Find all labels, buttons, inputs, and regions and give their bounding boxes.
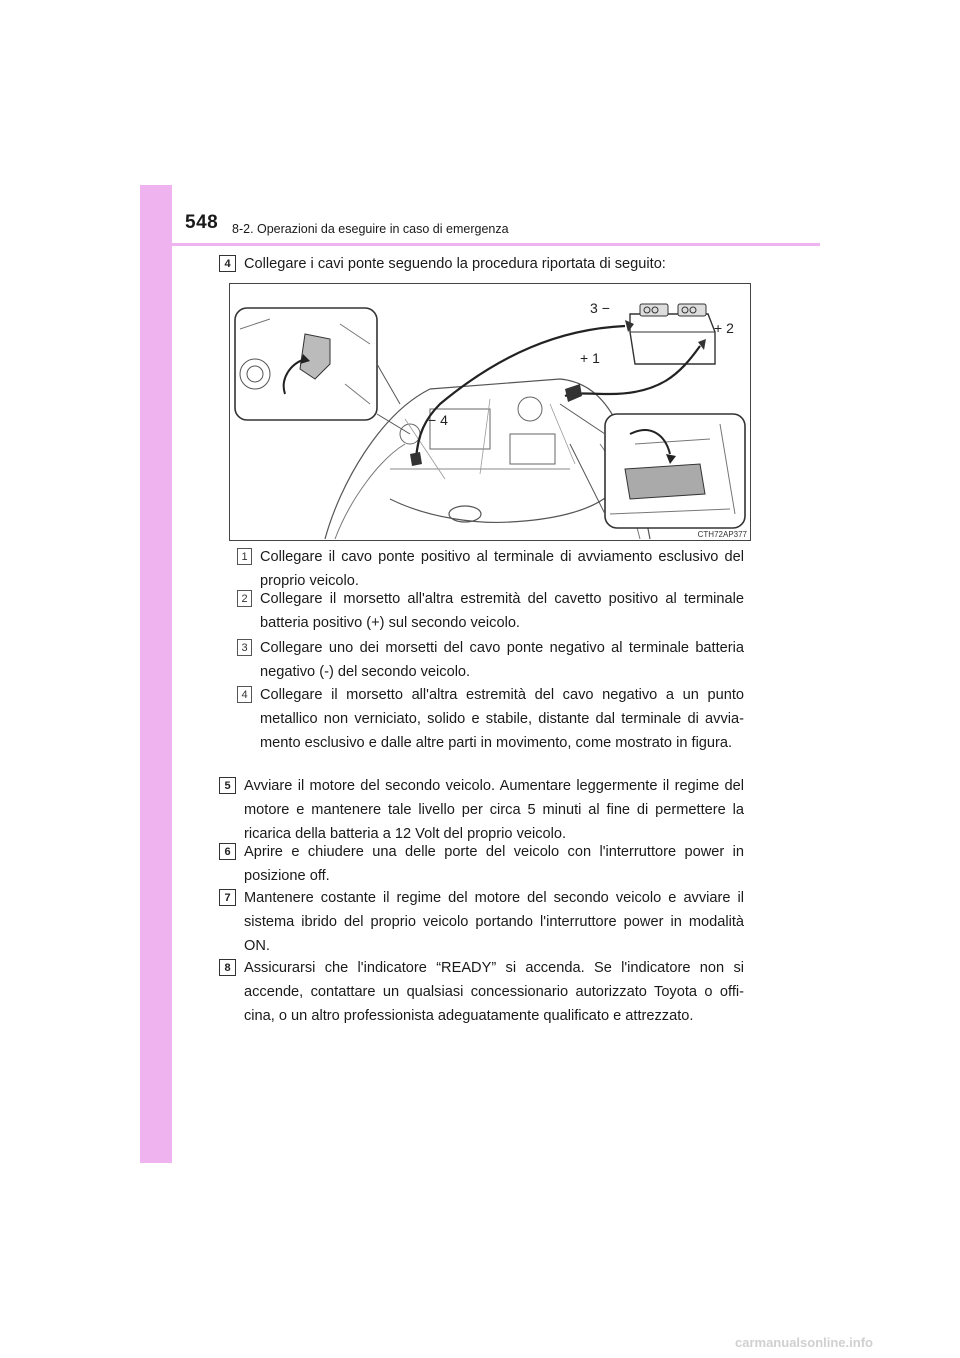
section-title: 8-2. Operazioni da eseguire in caso di emergenza bbox=[232, 222, 509, 236]
positive-sign-icon: + bbox=[580, 350, 589, 366]
callout-3 bbox=[590, 300, 610, 316]
watermark: carmanualsonline.info bbox=[735, 1335, 873, 1350]
page-number: 548 bbox=[185, 212, 219, 233]
substep-2-text: Collegare il morsetto all'altra estremità del cavetto positivo al terminale batteria positivo (+) sul secondo veicolo. bbox=[260, 591, 744, 631]
step-number-4: 4 bbox=[219, 255, 236, 272]
step-6-text: Aprire e chiudere una delle porte del veicolo con l'interruttore power in posizione off. bbox=[244, 844, 744, 884]
positive-sign-icon: + bbox=[714, 320, 723, 336]
substep-number-3: 3 bbox=[237, 639, 252, 656]
negative-sign-icon: − bbox=[428, 412, 437, 428]
engine-bay-illustration bbox=[230, 284, 752, 542]
callout-2 bbox=[714, 320, 734, 336]
step-7-text: Mantenere costante il regime del motore del secondo veicolo e avviare il sistema ibrido del proprio veicolo portando l'interruttore power in modalità ON. bbox=[244, 890, 744, 954]
substep-3-text: Collegare uno dei morsetti del cavo ponte negativo al terminale batteria negativo (-) del secondo veicolo. bbox=[260, 640, 744, 680]
callout-4 bbox=[428, 412, 448, 428]
negative-sign-icon: − bbox=[601, 300, 610, 316]
callout-2-number: 2 bbox=[726, 320, 734, 336]
callout-4-number: 4 bbox=[440, 412, 448, 428]
callout-1-number: 1 bbox=[592, 350, 600, 366]
substep-1-text: Collegare il cavo ponte positivo al terminale di avviamento esclusivo del proprio veicolo. bbox=[260, 549, 744, 589]
substep-number-1: 1 bbox=[237, 548, 252, 565]
substep-4-text: Collegare il morsetto all'altra estremità del cavo negativo a un punto metallico non verniciato, solido e stabile, distante dal terminale di avvia-mento esclusivo e dalle altre parti in movimento, come mostrato in figura. bbox=[260, 687, 744, 751]
step-4-text: Collegare i cavi ponte seguendo la procedura riportata di seguito: bbox=[244, 256, 666, 272]
callout-1 bbox=[580, 350, 600, 366]
substep-number-4: 4 bbox=[237, 686, 252, 703]
sidebar-tab bbox=[140, 185, 172, 1163]
substep-number-2: 2 bbox=[237, 590, 252, 607]
callout-3-number: 3 bbox=[590, 300, 598, 316]
header-rule bbox=[172, 243, 820, 246]
jump-start-figure bbox=[229, 283, 751, 541]
step-8-text: Assicurarsi che l'indicatore “READY” si accenda. Se l'indicatore non si accende, contattare un qualsiasi concessionario autorizzato Toyota o offi-cina, o un altro professionista adeguatamente qualificato e attrezzato. bbox=[244, 960, 744, 1024]
step-number-7: 7 bbox=[219, 889, 236, 906]
step-5-text: Avviare il motore del secondo veicolo. Aumentare leggermente il regime del motore e mantenere tale livello per circa 5 minuti al fine di permettere la ricarica della batteria a 12 Volt del proprio veicolo. bbox=[244, 778, 744, 842]
figure-code: CTH72AP377 bbox=[697, 530, 747, 539]
step-number-6: 6 bbox=[219, 843, 236, 860]
step-number-5: 5 bbox=[219, 777, 236, 794]
step-number-8: 8 bbox=[219, 959, 236, 976]
